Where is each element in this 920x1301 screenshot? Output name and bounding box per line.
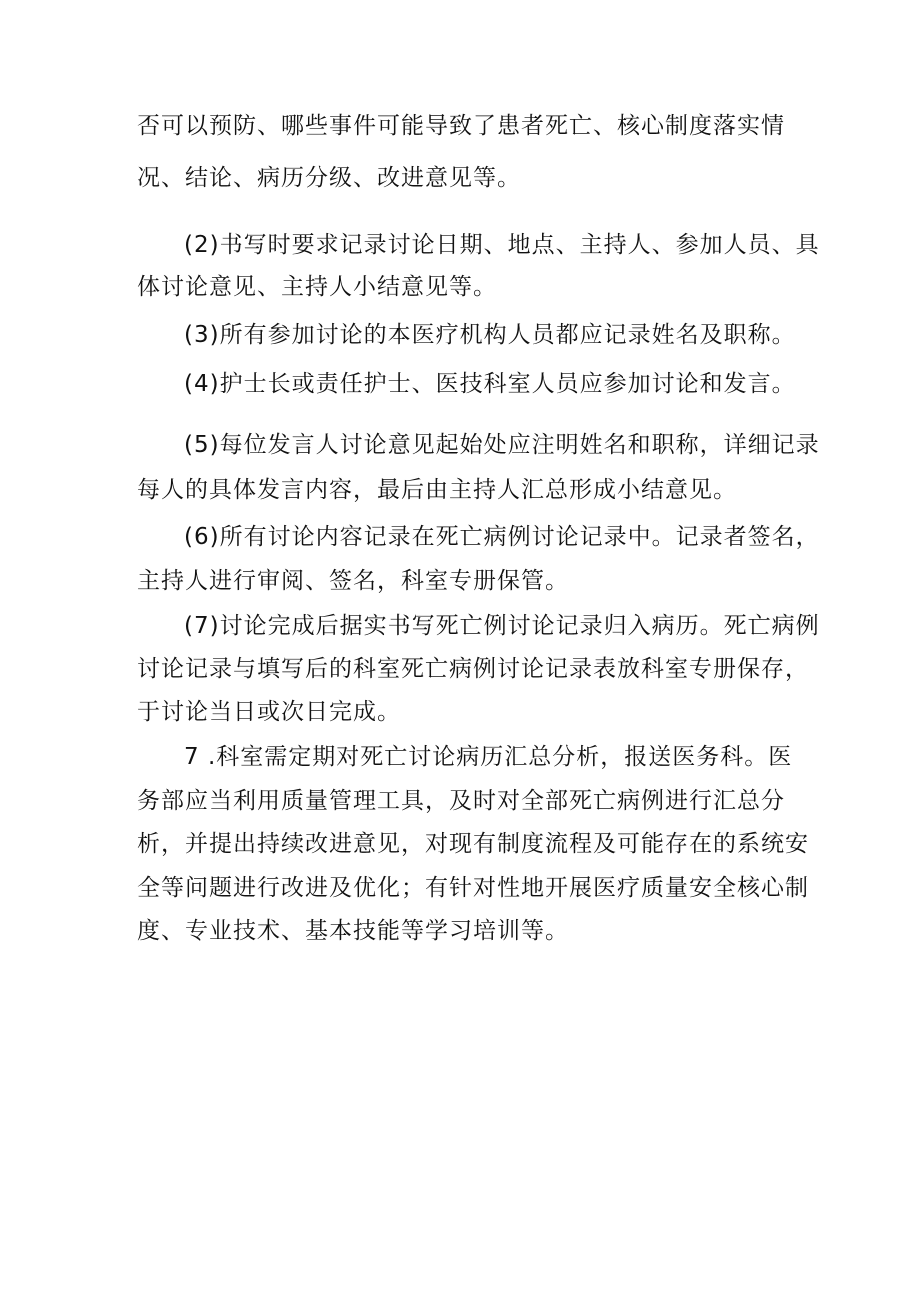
text-line: (5)每位发言人讨论意见起始处应注明姓名和职称，详细记录: [184, 432, 820, 458]
text-line: (4)护士长或责任护士、医技科室人员应参加讨论和发言。: [184, 371, 796, 397]
text-line: (3)所有参加讨论的本医疗机构人员都应记录姓名及职称。: [184, 322, 796, 348]
text-line: (2)书写时要求记录讨论日期、地点、主持人、参加人员、具: [184, 232, 820, 258]
text-line: 全等问题进行改进及优化；有针对性地开展医疗质量安全核心制: [137, 875, 809, 901]
text-line: 7 .科室需定期对死亡讨论病历汇总分析，报送医务科。医: [184, 744, 793, 770]
text-line: 主持人进行审阅、签名，科室专册保管。: [137, 568, 569, 594]
text-line: 析，并提出持续改进意见，对现有制度流程及可能存在的系统安: [137, 831, 809, 857]
text-line: (6)所有讨论内容记录在死亡病例讨论记录中。记录者签名，: [184, 524, 820, 550]
text-line: 度、专业技术、基本技能等学习培训等。: [137, 918, 569, 944]
text-line: 体讨论意见、主持人小结意见等。: [137, 274, 497, 300]
text-line: 否可以预防、哪些事件可能导致了患者死亡、核心制度落实情: [137, 113, 785, 139]
text-line: (7)讨论完成后据实书写死亡例讨论记录归入病历。死亡病例: [184, 613, 820, 639]
text-line: 讨论记录与填写后的科室死亡病例讨论记录表放科室专册保存，: [137, 656, 809, 682]
text-line: 于讨论当日或次日完成。: [137, 699, 401, 725]
text-line: 务部应当利用质量管理工具，及时对全部死亡病例进行汇总分: [137, 788, 785, 814]
text-line: 况、结论、病历分级、改进意见等。: [137, 165, 521, 191]
text-line: 每人的具体发言内容，最后由主持人汇总形成小结意见。: [137, 477, 737, 503]
